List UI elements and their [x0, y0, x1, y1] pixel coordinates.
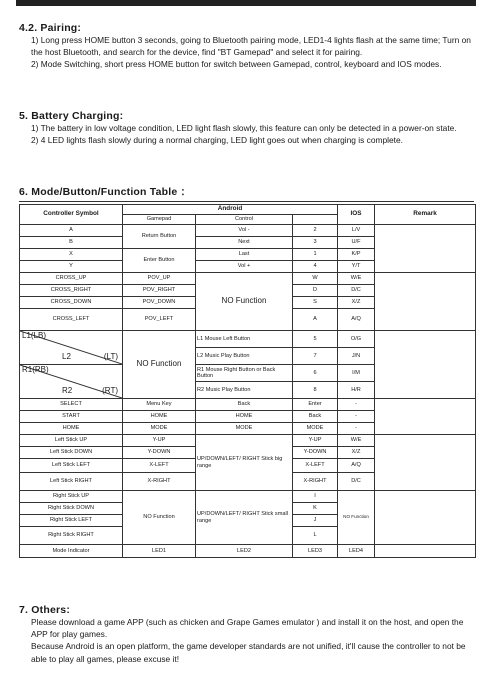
header-remark: Remark — [375, 205, 476, 225]
table-cell: MODE — [123, 423, 196, 435]
table-cell: LED2 — [196, 545, 293, 558]
table-cell: Vol + — [196, 261, 293, 273]
table-cell: Y — [20, 261, 123, 273]
table-cell: S — [293, 297, 338, 309]
table-cell: K/P — [338, 249, 375, 261]
table-cell: SELECT — [20, 399, 123, 411]
table-cell: A — [293, 309, 338, 331]
table-cell: POV_UP — [123, 273, 196, 285]
header-controller-symbol: Controller Symbol — [20, 205, 123, 225]
header-android: Android — [123, 205, 338, 215]
table-cell: Back — [293, 411, 338, 423]
table-cell: - — [338, 411, 375, 423]
table-cell: A/Q — [338, 309, 375, 331]
table-cell: LED4 — [338, 545, 375, 558]
table-cell: I/M — [338, 365, 375, 382]
charging-p2: 2) 4 LED lights flash slowly during a normal charging, LED light goes out when charging is complete. — [31, 135, 403, 146]
pairing-title: 4.2. Pairing: — [19, 22, 82, 34]
table-cell: MODE — [196, 423, 293, 435]
table-cell: Vol - — [196, 225, 293, 237]
rt-label: (RT) — [102, 385, 118, 395]
table-cell: W — [293, 273, 338, 285]
mode-button-function-table — [19, 204, 476, 558]
table-title-rule — [19, 201, 474, 202]
l1-l2-symbol-cell — [20, 331, 123, 365]
table-cell: X-RIGHT — [123, 473, 196, 491]
table-cell: R1 Mouse Right Button or Back Button — [196, 365, 293, 382]
remark-cell — [375, 399, 476, 435]
table-cell: L — [293, 527, 338, 545]
table-cell: L1 Mouse Left Button — [196, 331, 293, 348]
table-cell: 4 — [293, 261, 338, 273]
others-p2: Because Android is an open platform, the game developer standards are not unified, it'll cause the controller to not be able to play all games, please excuse it! — [31, 641, 466, 664]
table-cell: HOME — [196, 411, 293, 423]
ios-no-function-cell: NO Function — [338, 491, 375, 545]
table-cell: Left Stick DOWN — [20, 447, 123, 459]
table-cell: Y-DOWN — [293, 447, 338, 459]
table-cell: START — [20, 411, 123, 423]
table-cell: X — [20, 249, 123, 261]
others-section — [19, 604, 474, 665]
table-cell: W/E — [338, 273, 375, 285]
charging-p1: 1) The battery in low voltage condition, LED light flash slowly, this feature can only be detected in a power-on state. — [31, 123, 457, 133]
table-title: 6. Mode/Button/Function Table ： — [19, 186, 192, 198]
charging-title: 5. Battery Charging: — [19, 110, 124, 122]
table-cell: Left Stick RIGHT — [20, 473, 123, 491]
table-cell: X/Z — [338, 297, 375, 309]
table-cell: L2 Music Play Button — [196, 348, 293, 365]
table-cell: 8 — [293, 382, 338, 399]
r2-label: R2 — [62, 385, 73, 395]
table-cell: 1 — [293, 249, 338, 261]
table-cell: Menu Key — [123, 399, 196, 411]
table-cell: Right Stick RIGHT — [20, 527, 123, 545]
table-cell: 3 — [293, 237, 338, 249]
remark-cell — [375, 331, 476, 399]
table-cell: 2 — [293, 225, 338, 237]
table-cell: D/C — [338, 473, 375, 491]
table-cell: L/V — [338, 225, 375, 237]
big-range-cell: UP/DOWN/LEFT/ RIGHT Stick big range — [196, 435, 293, 491]
table-cell: O/G — [338, 331, 375, 348]
top-border — [16, 0, 476, 6]
table-cell: X-LEFT — [123, 459, 196, 473]
table-cell: CROSS_RIGHT — [20, 285, 123, 297]
enter-button-cell: Enter Button — [123, 249, 196, 273]
table-cell: HOME — [20, 423, 123, 435]
table-cell: 5 — [293, 331, 338, 348]
table-cell: Left Stick LEFT — [20, 459, 123, 473]
table-cell: - — [338, 423, 375, 435]
table-cell: Mode Indicator — [20, 545, 123, 558]
table-cell: LED1 — [123, 545, 196, 558]
table-cell: A — [20, 225, 123, 237]
pairing-p2: 2) Mode Switching, short press HOME button for switch between Gamepad, control, keyboard and IOS modes. — [31, 59, 442, 70]
table-cell: Y-UP — [293, 435, 338, 447]
return-button-cell: Return Button — [123, 225, 196, 249]
table-cell: X/Z — [338, 447, 375, 459]
table-section — [19, 184, 474, 202]
table-cell: B — [20, 237, 123, 249]
table-cell: Right Stick DOWN — [20, 503, 123, 515]
remark-cell — [375, 545, 476, 558]
l1-label: L1(LB) — [22, 331, 47, 340]
remark-cell — [375, 225, 476, 273]
no-function-stick-cell: NO Function — [123, 491, 196, 545]
table-cell: CROSS_UP — [20, 273, 123, 285]
table-cell: HOME — [123, 411, 196, 423]
table-cell: J/N — [338, 348, 375, 365]
pairing-section — [19, 22, 474, 71]
table-cell: - — [338, 399, 375, 411]
table-cell: Back — [196, 399, 293, 411]
table-cell: K — [293, 503, 338, 515]
l2-label: L2 — [62, 351, 71, 361]
table-cell: Right Stick LEFT — [20, 515, 123, 527]
table-cell: D — [293, 285, 338, 297]
table-cell: POV_RIGHT — [123, 285, 196, 297]
table-cell: U/F — [338, 237, 375, 249]
table-cell: POV_DOWN — [123, 297, 196, 309]
table-cell: I — [293, 491, 338, 503]
table-cell: X-RIGHT — [293, 473, 338, 491]
table-cell: LED3 — [293, 545, 338, 558]
charging-section — [19, 110, 474, 146]
header-ios: IOS — [338, 205, 375, 225]
table-cell: Y/T — [338, 261, 375, 273]
r1-label: R1(RB) — [22, 365, 49, 374]
table-cell: Next — [196, 237, 293, 249]
r1-r2-symbol-cell — [20, 365, 123, 399]
table-cell: 7 — [293, 348, 338, 365]
table-cell: CROSS_LEFT — [20, 309, 123, 331]
table-cell: POV_LEFT — [123, 309, 196, 331]
remark-cell — [375, 273, 476, 331]
table-cell: CROSS_DOWN — [20, 297, 123, 309]
table-cell: Last — [196, 249, 293, 261]
table-cell: X-LEFT — [293, 459, 338, 473]
table-cell: Y-UP — [123, 435, 196, 447]
table-cell: Right Stick UP — [20, 491, 123, 503]
header-control: Control — [196, 215, 293, 225]
table-cell: J — [293, 515, 338, 527]
table-cell: Y-DOWN — [123, 447, 196, 459]
table-cell: Left Stick UP — [20, 435, 123, 447]
no-function-cell: NO Function — [196, 273, 293, 331]
no-function-gamepad-cell: NO Function — [123, 331, 196, 399]
others-title: 7. Others: — [19, 604, 71, 616]
table-cell: Enter — [293, 399, 338, 411]
header-gamepad: Gamepad — [123, 215, 196, 225]
table-cell: A/Q — [338, 459, 375, 473]
header-keyboard — [293, 215, 338, 225]
pairing-p1: 1) Long press HOME button 3 seconds, going to Bluetooth pairing mode, LED1-4 lights flash at the same time; Turn on the host Bluetooth, and search for the device, find "BT Gamepad" and select it for pairing. — [31, 35, 471, 58]
small-range-cell: UP/DOWN/LEFT/ RIGHT Stick small range — [196, 491, 293, 545]
remark-cell — [375, 491, 476, 545]
table-cell: R2 Music Play Button — [196, 382, 293, 399]
table-cell: 6 — [293, 365, 338, 382]
remark-cell — [375, 435, 476, 491]
table-cell: D/C — [338, 285, 375, 297]
lt-label: (LT) — [103, 351, 118, 361]
table-cell: MODE — [293, 423, 338, 435]
table-cell: H/R — [338, 382, 375, 399]
table-cell: W/E — [338, 435, 375, 447]
others-p1: Please download a game APP (such as chicken and Grape Games emulator ) and install it on the host, and open the APP for play games. — [31, 617, 464, 640]
